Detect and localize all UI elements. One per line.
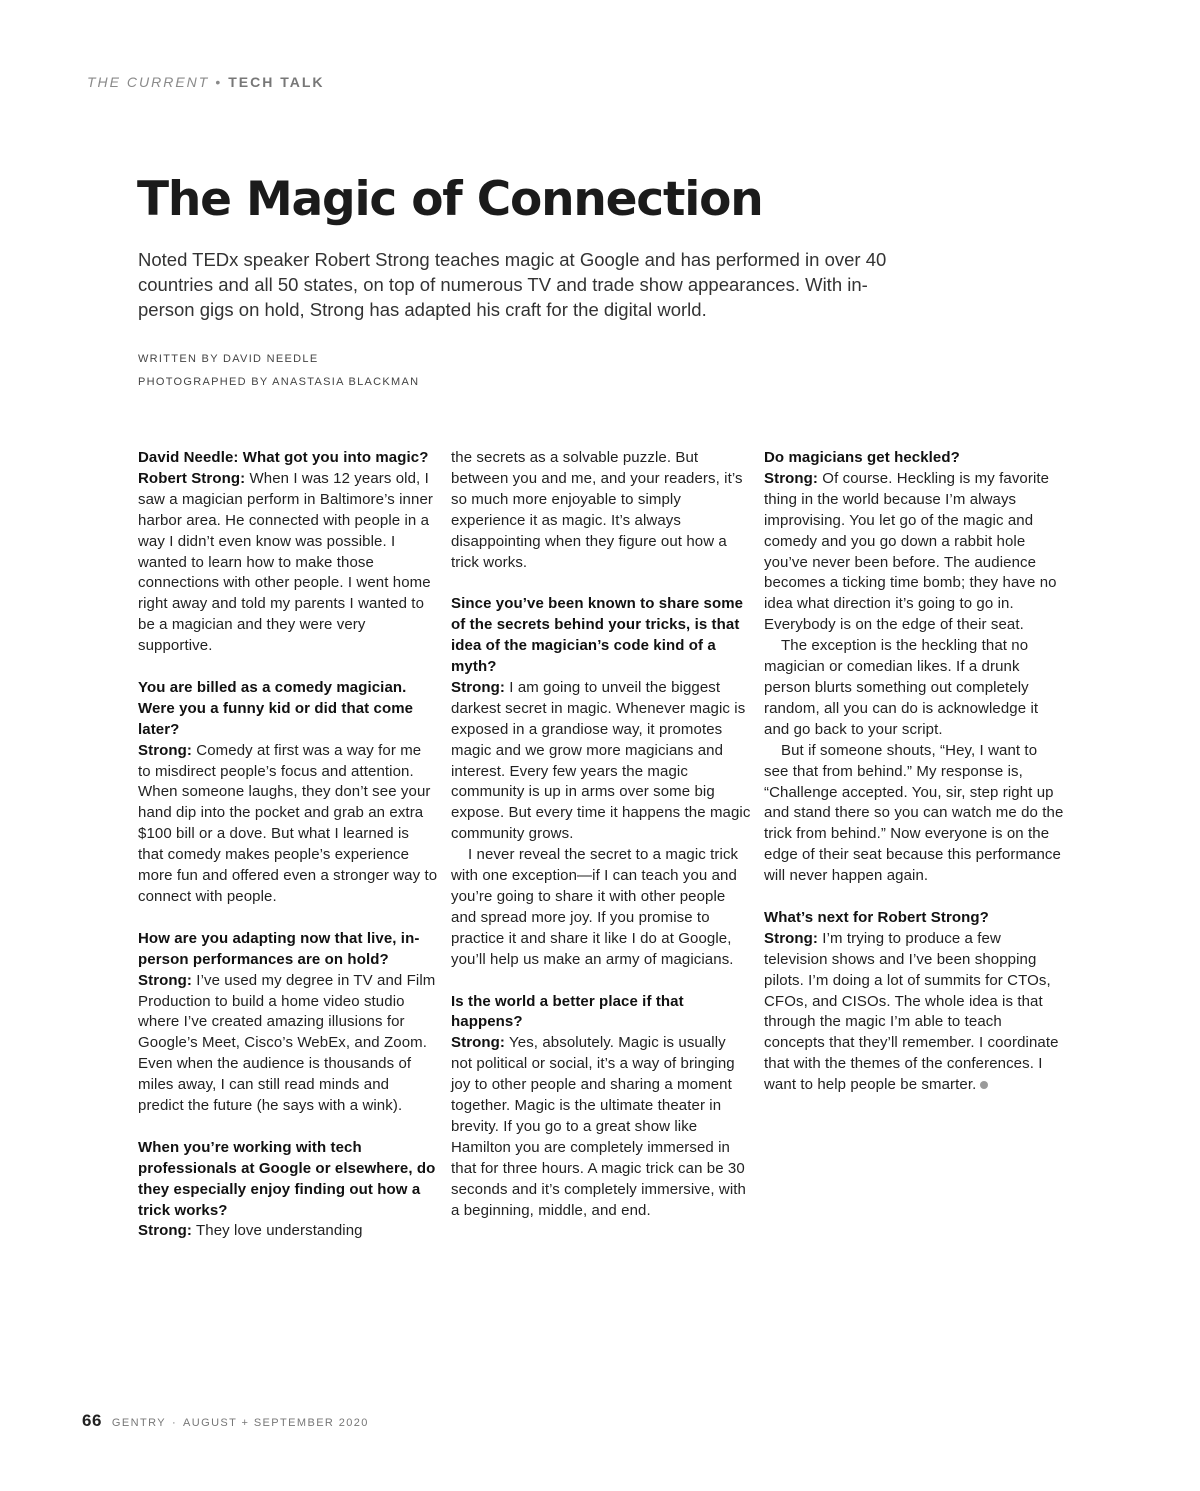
publication-name: THE CURRENT [87,74,210,90]
speaker-label: Robert Strong: [138,469,246,487]
answer [764,929,1064,1096]
speaker-label: Strong: [764,469,819,487]
article-title: The Magic of Connection [137,172,763,227]
answer-text: I’m trying to produce a few television shows and I’ve been shopping pilots. I’m doing a lot of summits for CTOs, CFOs, and CISOs. The whole idea is that through the magic I’m able to teach concepts that they’ll remember. I coordinate that with the themes of the conferences. I want to help people be smarter. [764,929,1059,1094]
credit-photographer: PHOTOGRAPHED BY ANASTASIA BLACKMAN [138,376,420,388]
article-column-1 [138,448,438,1242]
answer-text: I’ve used my degree in TV and Film Production to build a home video studio where I’ve created amazing illusions for Google’s Meet, Cisco’s WebEx, and Zoom. Even when the audience is thousands of miles away, I can still read minds and predict the future (he says with a wink). [138,971,436,1115]
question: When you’re working with tech professionals at Google or elsewhere, do they especially enjoy finding out how a trick works? [138,1138,436,1219]
section-category: TECH TALK [228,74,325,90]
answer-paragraph: But if someone shouts, “Hey, I want to see that from behind.” My response is, “Challenge accepted. You, sir, step right up and stand there so you can watch me do the trick from behind.” Now everyone is on the edge of their seat because this performance will never happen again. [764,741,1064,885]
speaker-label: Strong: [451,678,506,696]
answer [138,1221,438,1242]
answer-text: Yes, absolutely. Magic is usually not political or social, it’s a way of bringing joy to other people and sharing a moment together. Magic is the ultimate theater in brevity. If you go to a great show like Hamilton you are completely immersed in that for three hours. A magic trick can be 30 seconds and it’s completely immersive, with a beginning, middle, and end. [451,1034,746,1219]
speaker-label: Strong: [764,929,819,947]
question: How are you adapting now that live, in-person performances are on hold? [138,929,420,968]
end-mark-icon [980,1081,988,1089]
question: You are billed as a comedy magician. Were you a funny kid or did that come later? [138,678,414,738]
issue-date: AUGUST + SEPTEMBER 2020 [183,1417,369,1429]
magazine-name: GENTRY [111,1417,166,1429]
answer [138,971,438,1117]
question: Is the world a better place if that happens? [451,992,684,1031]
question: Do magicians get heckled? [764,449,960,466]
answer-paragraph: I never reveal the secret to a magic trick with one exception—if I can teach you and you’re going to share it with other people and spread more joy. If you promise to practice it and share it like I do at Google, you’ll help us make an army of magicians. [451,846,739,968]
answer-text: They love understanding [192,1222,363,1240]
answer [451,678,751,845]
question: What’s next for Robert Strong? [764,908,989,926]
credit-writer: WRITTEN BY DAVID NEEDLE [138,353,319,365]
section-tag [87,74,325,90]
footer-separator: · [171,1417,178,1429]
answer-continued: the secrets as a solvable puzzle. But between you and me, and your readers, it’s so much more enjoyable to simply experience it as magic. It’s always disappointing when they figure out how a trick works. [451,449,743,571]
answer-text: When I was 12 years old, I saw a magician perform in Baltimore’s inner harbor area. He connected with people in a way I didn’t even know was possible. I wanted to learn how to make those connections with other people. I went home right away and told my parents I wanted to be a magician and they were very supportive. [138,469,433,655]
speaker-label: Strong: [138,971,193,989]
answer [138,469,438,657]
answer [764,469,1064,636]
page-footer [82,1411,369,1431]
speaker-label: Strong: [138,1222,193,1240]
article-column-3 [764,448,1064,1096]
answer-text: I am going to unveil the biggest darkest secret in magic. Whenever magic is exposed in a grandiose way, it promotes magic and we grow more magicians and interest. Every few years the magic community is up in arms over some big expose. But every time it happens the magic community grows. [451,678,751,843]
answer-text: Comedy at first was a way for me to misdirect people’s focus and attention. When someone laughs, they don’t see your hand dip into the pocket and grab an extra $100 bill or a dove. But what I learned is that comedy makes people’s experience more fun and offered even a stronger way to connect with people. [138,741,438,906]
answer-paragraph: The exception is the heckling that no magician or comedian likes. If a drunk person blurts something out completely random, all you can do is acknowledge it and go back to your script. [764,637,1039,738]
speaker-label: Strong: [451,1034,506,1052]
article-dek: Noted TEDx speaker Robert Strong teaches magic at Google and has performed in over 40 countries and all 50 states, on top of numerous TV and trade show appearances. With in-person gigs on hold, Strong has adapted his craft for the digital world. [138,249,887,320]
answer [451,1033,751,1221]
section-separator: • [215,74,223,90]
answer [138,741,438,908]
article-column-2 [451,448,751,1222]
page-number: 66 [82,1411,102,1430]
question: David Needle: What got you into magic? [138,449,429,466]
question: Since you’ve been known to share some of the secrets behind your tricks, is that idea of the magician’s code kind of a myth? [451,595,744,676]
speaker-label: Strong: [138,741,193,759]
answer-text: Of course. Heckling is my favorite thing in the world because I’m always improvising. You let go of the magic and comedy and you go down a rabbit hole you’ve never been before. The audience becomes a ticking time bomb; they have no idea what direction it’s going to go in. Everybody is on the edge of their seat. [764,469,1057,634]
